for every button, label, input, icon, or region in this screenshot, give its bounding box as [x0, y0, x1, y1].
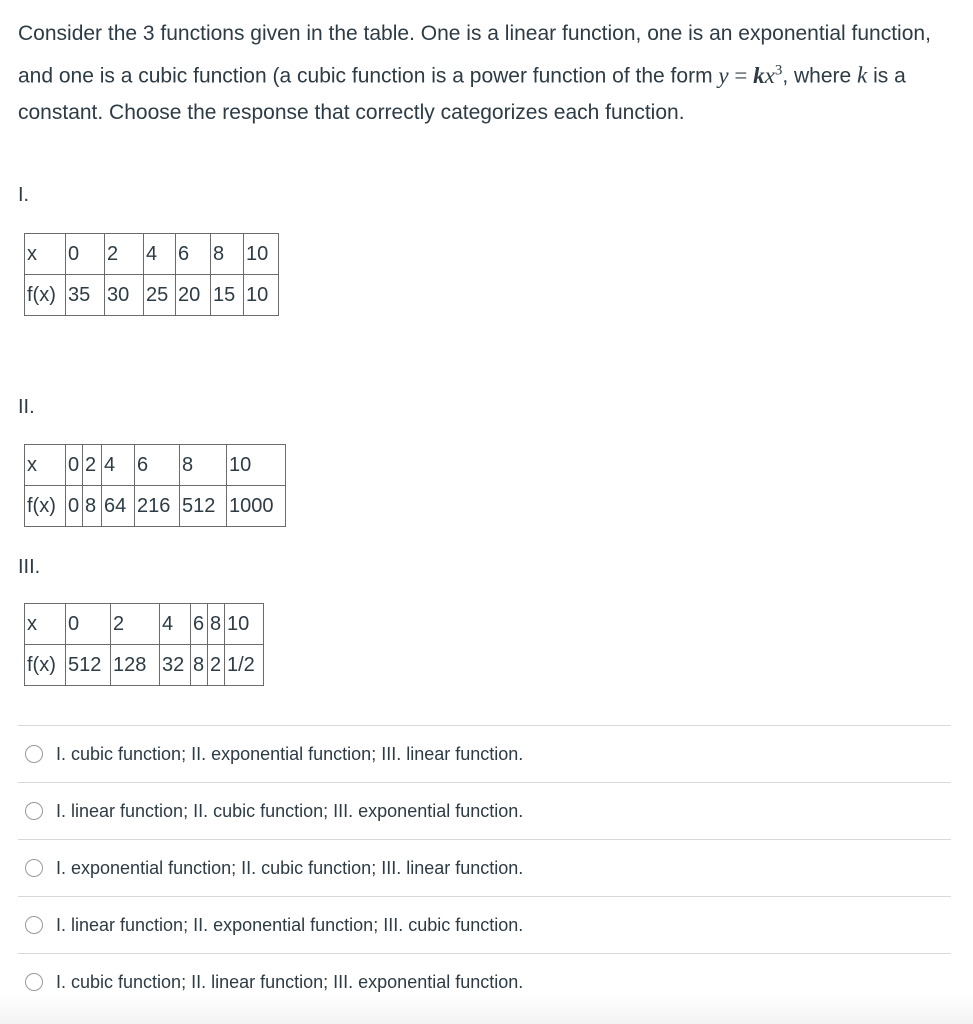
- x-cell: 2: [83, 445, 102, 486]
- x-cell: 0: [66, 234, 105, 275]
- table-3-label: III.: [18, 556, 41, 578]
- fx-cell: 15: [211, 275, 244, 316]
- radio-button[interactable]: [25, 802, 43, 820]
- fx-cell: 8: [191, 645, 208, 686]
- x-cell: 6: [135, 445, 180, 486]
- fx-cell: 512: [66, 645, 111, 686]
- x-cell: 4: [102, 445, 135, 486]
- question-intro: Consider the 3 functions given in the table. One is a linear function, one is an exponential function, and one is a cubic function (a cubic function is a power function of the form: [18, 22, 931, 88]
- cubic-formula: [718, 63, 782, 88]
- question-text: [18, 16, 948, 131]
- x-cell: 8: [208, 604, 225, 645]
- fx-cell: 64: [102, 486, 135, 527]
- radio-button[interactable]: [25, 916, 43, 934]
- answer-list: [18, 725, 951, 1011]
- answer-option-2[interactable]: [18, 782, 951, 839]
- fx-cell: 30: [105, 275, 144, 316]
- formula-k: k: [753, 62, 765, 88]
- function-table-1: [24, 233, 279, 316]
- fx-cell: 2: [208, 645, 225, 686]
- question-end: is a constant. Choose the response that correctly categorizes each function.: [18, 64, 906, 124]
- fx-cell: 32: [160, 645, 191, 686]
- radio-button[interactable]: [25, 859, 43, 877]
- fx-cell: 128: [111, 645, 160, 686]
- x-header: x: [25, 445, 66, 486]
- formula-y: y: [718, 62, 729, 88]
- table-row: [25, 275, 279, 316]
- fx-cell: 1000: [227, 486, 286, 527]
- answer-label[interactable]: I. linear function; II. cubic function; III. exponential function.: [56, 800, 524, 821]
- function-table-3: [24, 603, 264, 686]
- table-row: [25, 645, 264, 686]
- answer-label[interactable]: I. cubic function; II. exponential function; III. linear function.: [56, 743, 524, 764]
- x-cell: 8: [211, 234, 244, 275]
- function-table-2: [24, 444, 286, 527]
- formula-x: x: [764, 62, 775, 88]
- formula-exponent: 3: [774, 62, 783, 78]
- fx-header: f(x): [25, 645, 66, 686]
- x-header: x: [25, 234, 66, 275]
- x-cell: 2: [105, 234, 144, 275]
- fx-cell: 216: [135, 486, 180, 527]
- page-bottom-fade: [0, 994, 973, 1024]
- radio-button[interactable]: [25, 745, 43, 763]
- table-2-label: II.: [18, 396, 35, 418]
- table-row: [25, 234, 279, 275]
- fx-cell: 512: [180, 486, 227, 527]
- answer-label[interactable]: I. linear function; II. exponential function; III. cubic function.: [56, 914, 524, 935]
- x-cell: 10: [225, 604, 264, 645]
- table-row: [25, 486, 286, 527]
- x-cell: 2: [111, 604, 160, 645]
- k-symbol: k: [857, 62, 868, 88]
- x-cell: 6: [176, 234, 211, 275]
- answer-label[interactable]: I. exponential function; II. cubic function; III. linear function.: [56, 857, 524, 878]
- answer-option-1[interactable]: [18, 725, 951, 782]
- fx-cell: 10: [244, 275, 279, 316]
- fx-cell: 8: [83, 486, 102, 527]
- fx-header: f(x): [25, 486, 66, 527]
- formula-equals: =: [728, 62, 754, 88]
- x-cell: 10: [227, 445, 286, 486]
- table-row: [25, 445, 286, 486]
- table-1-label: I.: [18, 184, 30, 206]
- fx-cell: 1/2: [225, 645, 264, 686]
- x-cell: 0: [66, 604, 111, 645]
- fx-cell: 35: [66, 275, 105, 316]
- question-mid: , where: [782, 64, 858, 88]
- answer-option-3[interactable]: [18, 839, 951, 896]
- x-cell: 6: [191, 604, 208, 645]
- fx-header: f(x): [25, 275, 66, 316]
- answer-option-4[interactable]: [18, 896, 951, 953]
- x-cell: 8: [180, 445, 227, 486]
- x-header: x: [25, 604, 66, 645]
- fx-cell: 20: [176, 275, 211, 316]
- fx-cell: 0: [66, 486, 83, 527]
- answer-label[interactable]: I. cubic function; II. linear function; III. exponential function.: [56, 971, 524, 992]
- fx-cell: 25: [144, 275, 176, 316]
- x-cell: 4: [144, 234, 176, 275]
- x-cell: 10: [244, 234, 279, 275]
- radio-button[interactable]: [25, 973, 43, 991]
- table-row: [25, 604, 264, 645]
- x-cell: 0: [66, 445, 83, 486]
- x-cell: 4: [160, 604, 191, 645]
